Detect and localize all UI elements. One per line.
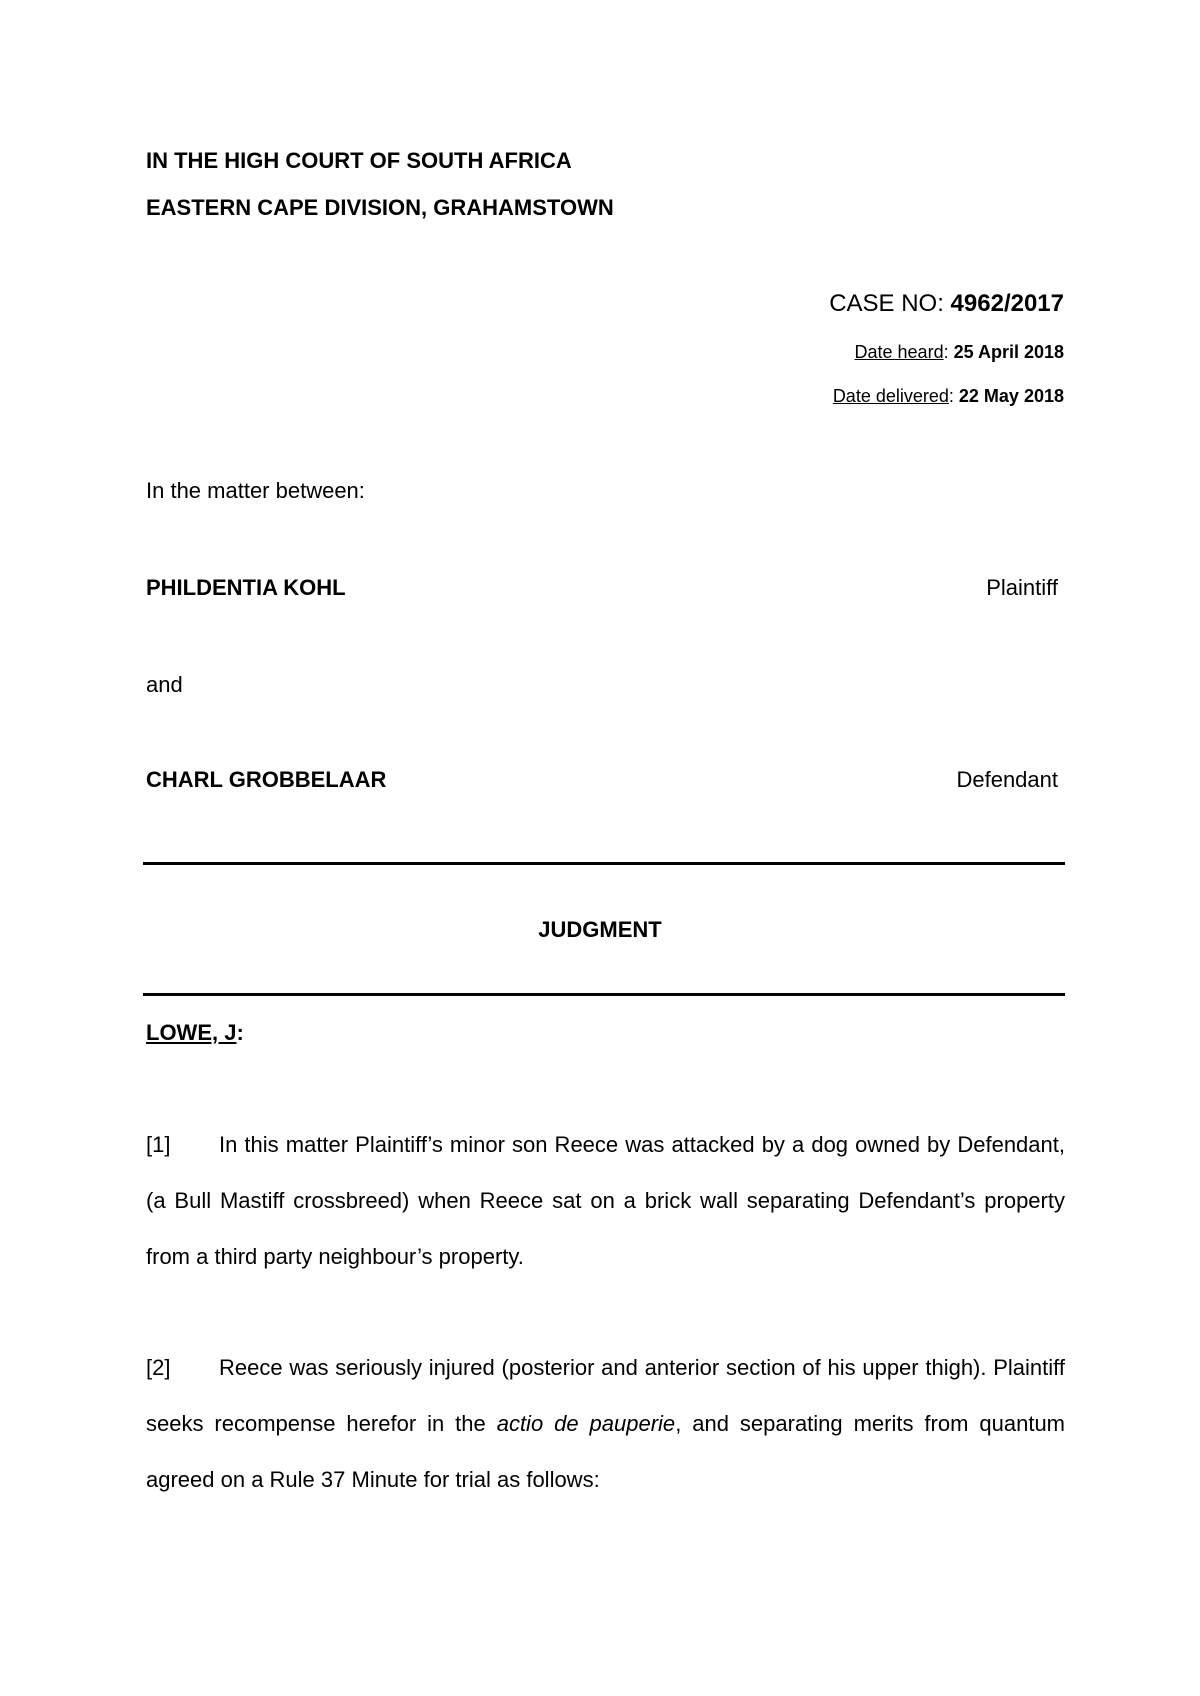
judge-name-text: LOWE, J bbox=[146, 1020, 237, 1045]
paragraph-2-text-after: , and separating merits from quantum agreed on a Rule 37 Minute for trial as follows: bbox=[146, 1411, 1066, 1492]
divider-bottom bbox=[143, 993, 1065, 996]
party-conjunction: and bbox=[146, 672, 183, 697]
court-division: EASTERN CAPE DIVISION, GRAHAMSTOWN bbox=[146, 195, 614, 220]
date-delivered-value: 22 May 2018 bbox=[958, 386, 1064, 406]
date-heard bbox=[855, 342, 1064, 363]
paragraph-2 bbox=[146, 1340, 1065, 1508]
judge-name bbox=[146, 1020, 244, 1046]
court-name: IN THE HIGH COURT OF SOUTH AFRICA bbox=[146, 148, 572, 173]
case-number-label: CASE NO: bbox=[829, 290, 951, 317]
defendant-name: CHARL GROBBELAAR bbox=[146, 767, 387, 792]
date-heard-label: Date heard bbox=[854, 342, 944, 362]
plaintiff-role: Plaintiff bbox=[986, 575, 1058, 600]
paragraph-2-text-before: Reece was seriously injured (posterior and anterior section of his upper thigh). Plaintiff seeks recompense herefor in the bbox=[146, 1355, 1065, 1436]
date-heard-separator: : bbox=[943, 342, 954, 362]
judge-name-suffix: : bbox=[236, 1020, 244, 1045]
date-heard-value: 25 April 2018 bbox=[953, 342, 1064, 362]
case-number-value: 4962/2017 bbox=[950, 290, 1064, 317]
case-number bbox=[829, 290, 1064, 318]
divider-top bbox=[143, 862, 1065, 865]
date-delivered bbox=[833, 386, 1064, 407]
paragraph-2-italic-term: actio de pauperie bbox=[496, 1411, 676, 1436]
paragraph-1-text: In this matter Plaintiff’s minor son Reece was attacked by a dog owned by Defendant, (a Bull Mastiff crossbreed) when Reece sat on a brick wall separating Defendant’s property from a third party neighbour’s property. bbox=[146, 1132, 1065, 1269]
paragraph-1 bbox=[146, 1117, 1065, 1285]
judgment-heading: JUDGMENT bbox=[538, 917, 662, 942]
paragraph-1-number: [1] bbox=[146, 1132, 171, 1157]
date-delivered-separator: : bbox=[948, 386, 959, 406]
matter-intro: In the matter between: bbox=[146, 478, 365, 503]
defendant-role: Defendant bbox=[956, 767, 1058, 792]
plaintiff-name: PHILDENTIA KOHL bbox=[146, 575, 346, 600]
date-delivered-label: Date delivered bbox=[832, 386, 949, 406]
paragraph-2-number: [2] bbox=[146, 1355, 171, 1380]
